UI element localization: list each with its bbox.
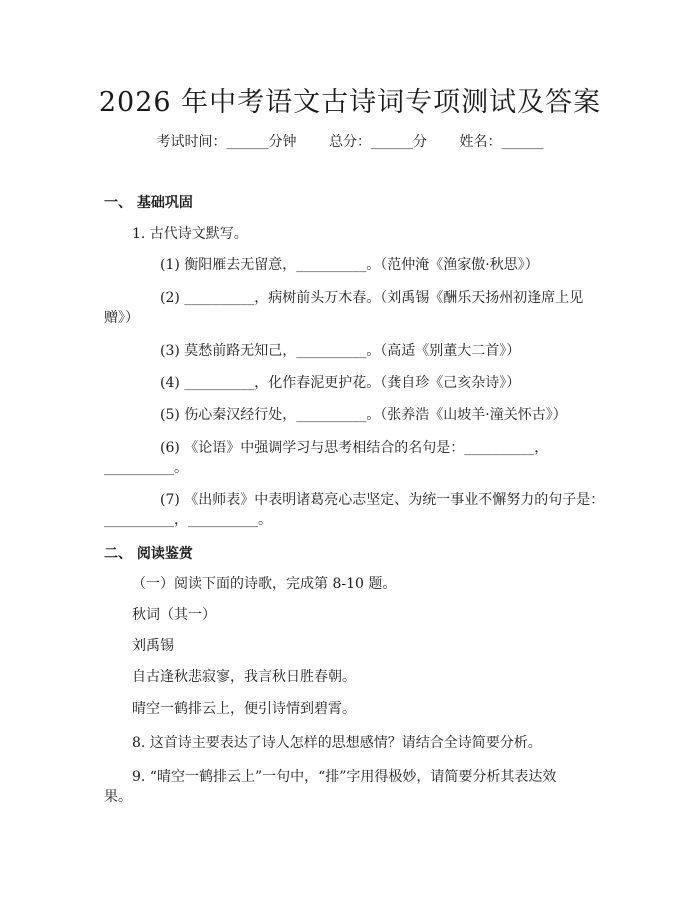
name-field: 姓名：______ <box>459 134 544 150</box>
item-1-2: (2) __________，病树前头万木春。（刘禹锡《酬乐天扬州初逢席上见 <box>160 290 584 306</box>
item-1-1: (1) 衡阳雁去无留意，__________。（范仲淹《渔家傲·秋思》） <box>160 257 539 273</box>
question-8: 8. 这首诗主要表达了诗人怎样的思想感情？请结合全诗简要分析。 <box>132 735 542 751</box>
item-1-7-cont: __________，__________。 <box>104 512 272 528</box>
poem-author: 刘禹锡 <box>132 638 174 654</box>
section-heading-reading: 二、 阅读鉴赏 <box>104 546 193 562</box>
section-heading-basics: 一、 基础巩固 <box>104 195 193 211</box>
item-1-4: (4) __________，化作春泥更护花。（龚自珍《己亥杂诗》） <box>160 375 521 391</box>
poem-line-2: 晴空一鹤排云上，便引诗情到碧霄。 <box>132 701 356 717</box>
question-9: 9. “晴空一鹤排云上”一句中，“排”字用得极妙，请简要分析其表达效 <box>132 769 557 785</box>
reading-intro: （一）阅读下面的诗歌，完成第 8-10 题。 <box>132 576 397 592</box>
time-field: 考试时间：______分钟 <box>156 134 297 150</box>
score-field: 总分：______分 <box>329 134 427 150</box>
exam-meta <box>0 131 700 151</box>
poem-title: 秋词（其一） <box>132 607 216 623</box>
question-1: 1. 古代诗文默写。 <box>132 226 248 242</box>
item-1-5: (5) 伤心秦汉经行处，__________。（张养浩《山坡羊·潼关怀古》） <box>160 407 567 423</box>
item-1-6: (6) 《论语》中强调学习与思考相结合的名句是：__________， <box>160 440 549 456</box>
poem-line-1: 自古逢秋悲寂寥，我言秋日胜春朝。 <box>132 669 356 685</box>
item-1-3: (3) 莫愁前路无知己，__________。（高适《别董大二首》） <box>160 343 521 359</box>
question-9-cont: 果。 <box>104 789 132 805</box>
item-1-2-cont: 赠》） <box>104 310 139 326</box>
page-title: 2026 年中考语文古诗词专项测试及答案 <box>98 87 602 118</box>
item-1-7: (7) 《出师表》中表明诸葛亮心志坚定、为统一事业不懈努力的句子是： <box>160 492 605 508</box>
item-1-6-cont: __________。 <box>104 460 188 476</box>
